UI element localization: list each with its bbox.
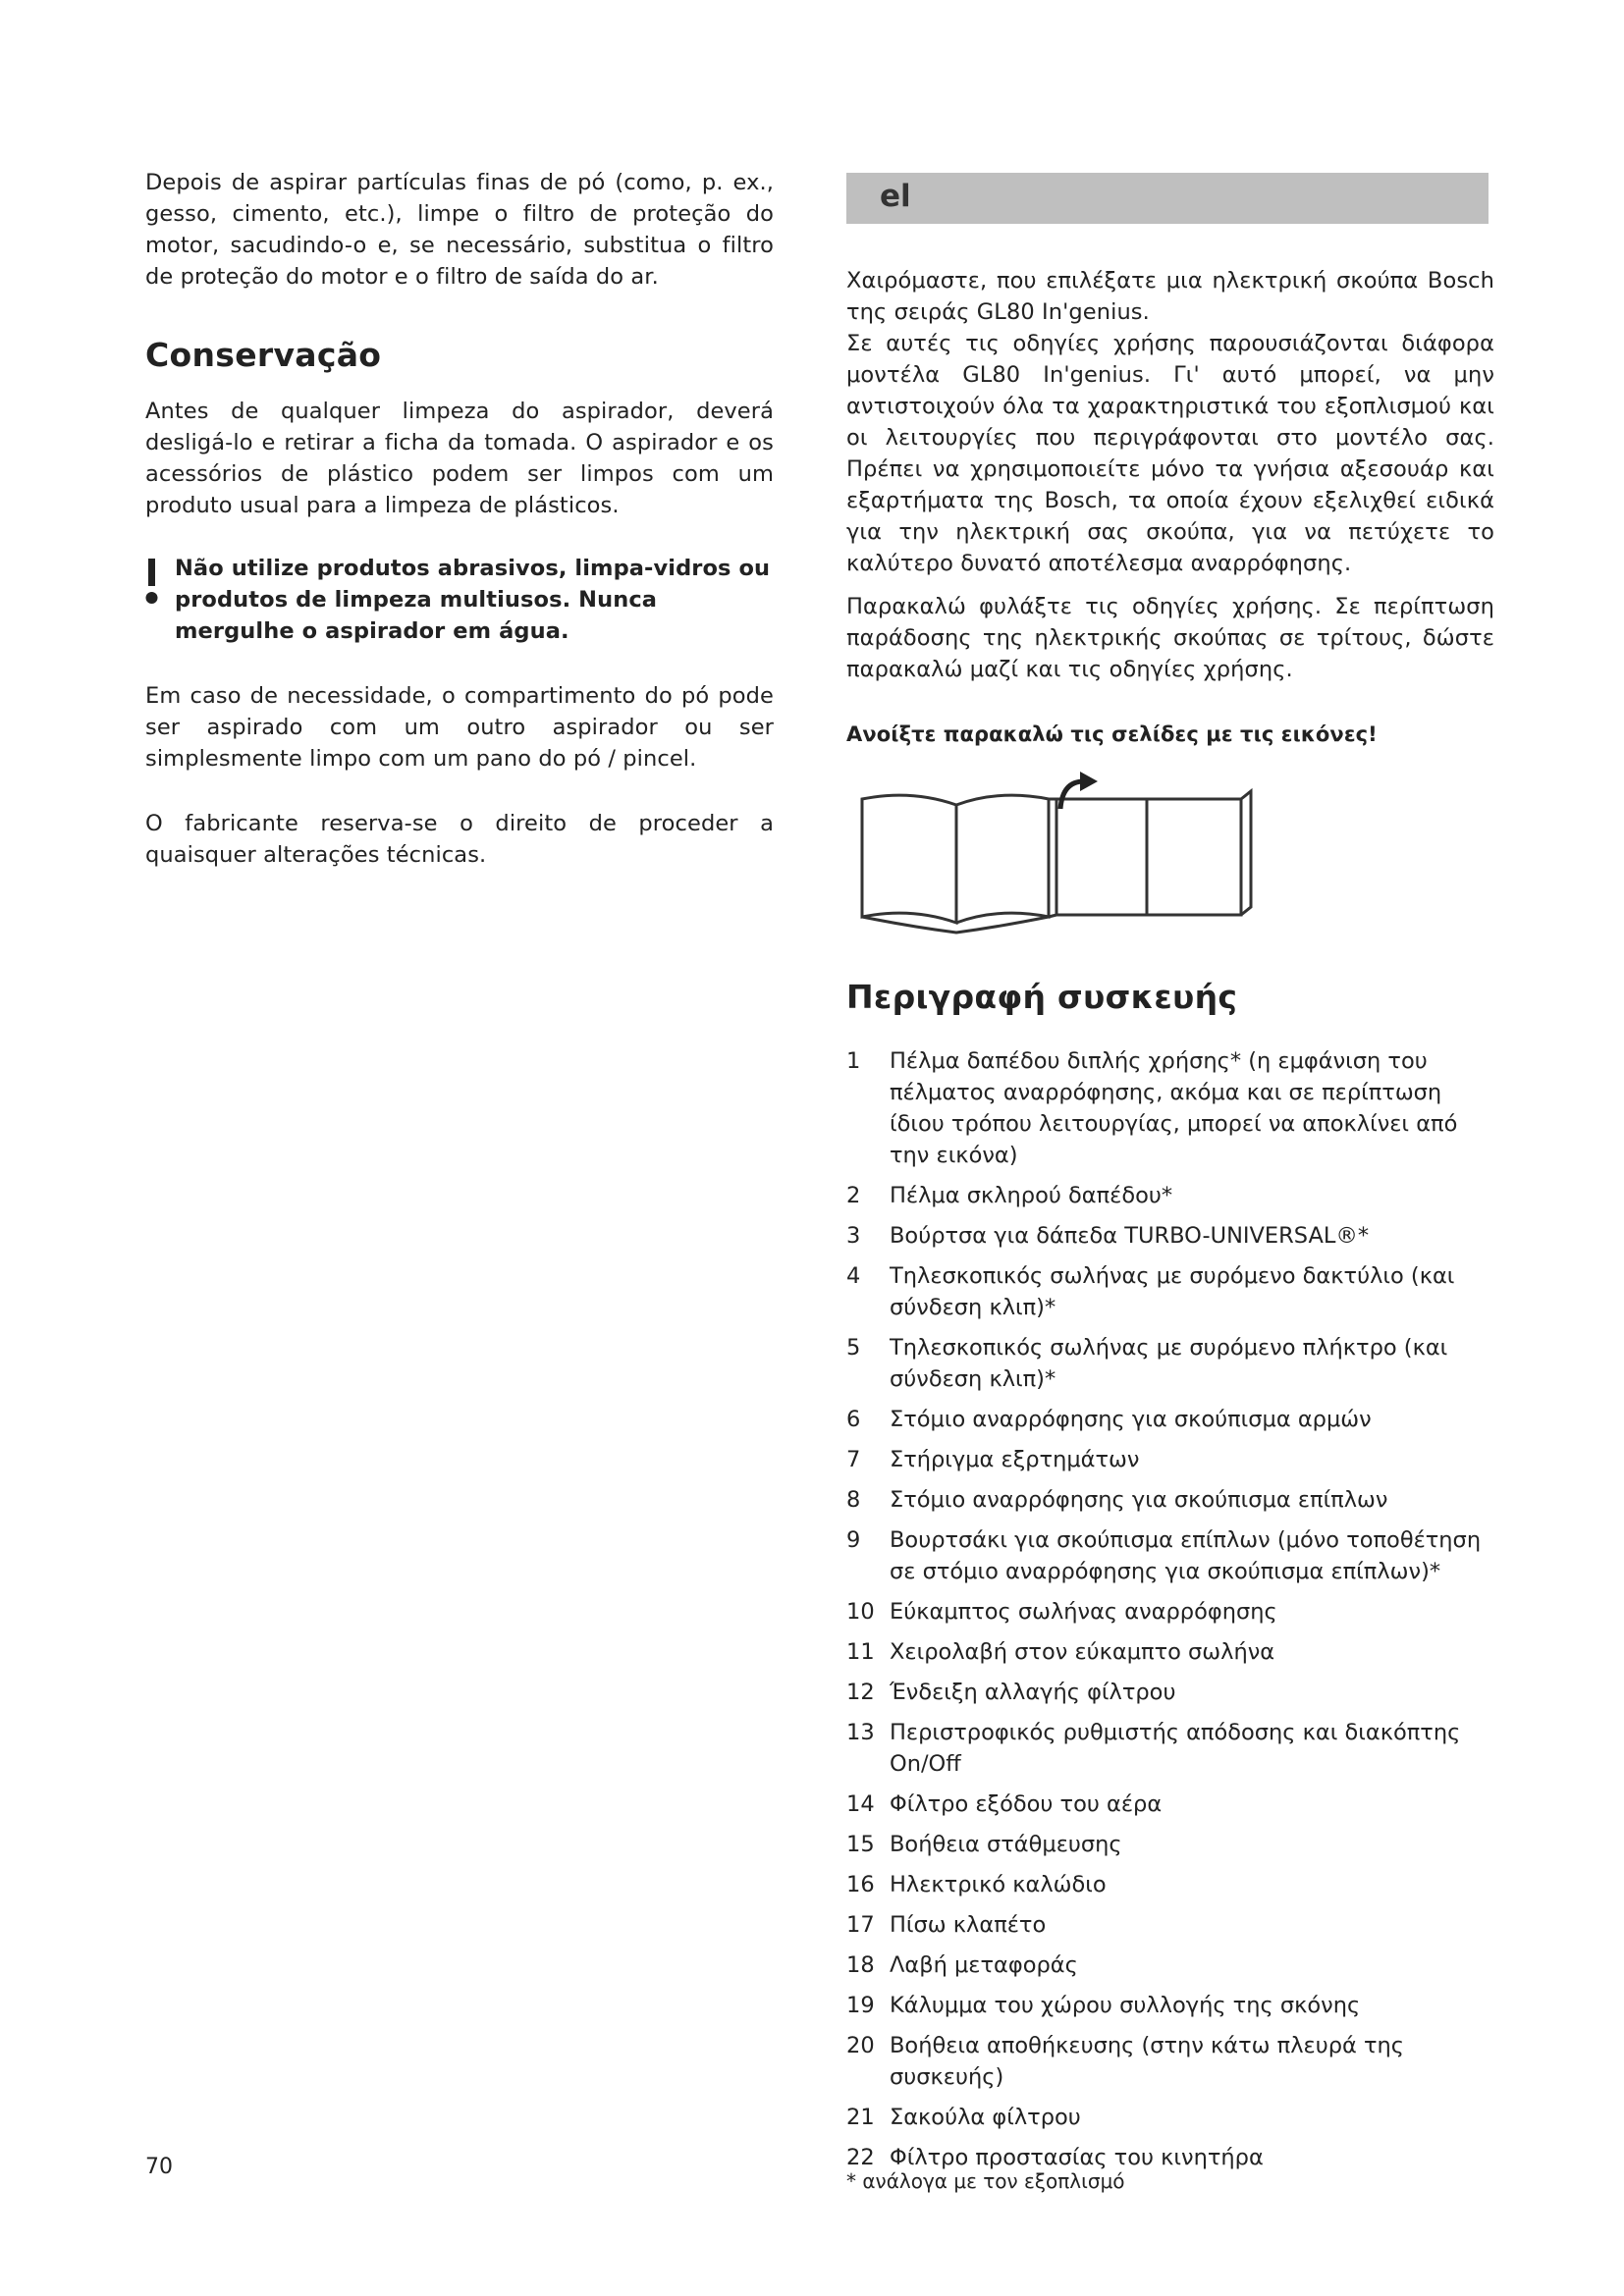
list-item-number: 6 bbox=[846, 1407, 861, 1432]
intro-paragraph: Depois de aspirar partículas finas de pó (como, p. ex., gesso, cimento, etc.), limpe o filtro de proteção do motor, sacudindo-o e, se necessário, substitua o filtro de proteção do motor e o filtro de saída do ar. bbox=[145, 170, 774, 290]
language-bar bbox=[846, 173, 1489, 224]
list-item bbox=[846, 2102, 1494, 2133]
open-pages-note: Ανοίξτε παρακαλώ τις σελίδες με τις εικόνες! bbox=[846, 722, 1378, 746]
language-code: el bbox=[880, 179, 911, 214]
list-item bbox=[846, 1180, 1494, 1211]
list-item-number: 1 bbox=[846, 1048, 861, 1074]
list-item-text: Κάλυμμα του χώρου συλλογής της σκόνης bbox=[890, 1993, 1361, 2018]
list-item-number: 5 bbox=[846, 1335, 861, 1361]
list-item bbox=[846, 1404, 1494, 1435]
list-item-text: Στόμιο αναρρόφησης για σκούπισμα επίπλων bbox=[890, 1487, 1388, 1513]
list-item-text: Φίλτρο προστασίας του κινητήρα bbox=[890, 2145, 1264, 2170]
models-paragraph: Σε αυτές τις οδηγίες χρήσης παρουσιάζονται διάφορα μοντέλα GL80 In'genius. Γι' αυτό μπορεί, να μην αντιστοιχούν όλα τα χαρακτηριστικά του εξοπλισμού και οι λειτουργίες που περιγράφονται στο μοντέλο σας. Πρέπει να χρησιμοποιείτε μόνο τα γνήσια αξεσουάρ και εξαρτήματα της Bosch, τα οποία έχουν εξελιχθεί ειδικά για την ηλεκτρική σας σκούπα, για να πετύχετε το καλύτερο δυνατό αποτέλεσμα αναρρόφησης. bbox=[846, 331, 1494, 576]
list-item bbox=[846, 1220, 1494, 1252]
list-item bbox=[846, 1990, 1494, 2021]
right-column bbox=[846, 265, 1494, 2194]
list-item-text: Ένδειξη αλλαγής φίλτρου bbox=[890, 1680, 1176, 1705]
list-item-number: 14 bbox=[846, 1791, 875, 1817]
list-item bbox=[846, 1717, 1494, 1780]
welcome-paragraph: Χαιρόμαστε, που επιλέξατε μια ηλεκτρική σκούπα Bosch της σειράς GL80 In'genius. bbox=[846, 268, 1494, 325]
manufacturer-paragraph: O fabricante reserva-se o direito de proceder a quaisquer alterações técnicas. bbox=[145, 811, 774, 868]
list-item-text: Περιστροφικός ρυθμιστής απόδοσης και διακόπτης On/Off bbox=[890, 1720, 1461, 1777]
list-item bbox=[846, 2142, 1494, 2173]
list-item-text: Στήριγμα εξρτημάτων bbox=[890, 1447, 1140, 1472]
list-item-text: Λαβή μεταφοράς bbox=[890, 1952, 1078, 1978]
list-item bbox=[846, 1484, 1494, 1516]
list-item-text: Στόμιο αναρρόφησης για σκούπισμα αρμών bbox=[890, 1407, 1372, 1432]
list-item bbox=[846, 1260, 1494, 1323]
list-item bbox=[846, 1949, 1494, 1981]
list-item-number: 20 bbox=[846, 2033, 875, 2058]
list-item-number: 11 bbox=[846, 1639, 875, 1665]
keep-paragraph: Παρακαλώ φυλάξτε τις οδηγίες χρήσης. Σε περίπτωση παράδοσης της ηλεκτρικής σκούπας σε τρίτους, δώστε παρακαλώ μαζί και τις οδηγίες χρήσης. bbox=[846, 594, 1494, 682]
list-item-number: 4 bbox=[846, 1263, 861, 1289]
list-item-number: 19 bbox=[846, 1993, 875, 2018]
list-item-number: 17 bbox=[846, 1912, 875, 1938]
list-item-number: 21 bbox=[846, 2105, 875, 2130]
list-item bbox=[846, 1596, 1494, 1628]
list-item-number: 3 bbox=[846, 1223, 861, 1249]
list-item bbox=[846, 1444, 1494, 1475]
list-item bbox=[846, 1789, 1494, 1820]
turn-page-arrow-icon bbox=[1060, 772, 1098, 809]
list-item-text: Βοήθεια αποθήκευσης (στην κάτω πλευρά της συσκευής) bbox=[890, 2033, 1404, 2090]
warning-block bbox=[145, 553, 774, 647]
list-item-number: 8 bbox=[846, 1487, 861, 1513]
heading-conservacao: Conservação bbox=[145, 336, 382, 374]
list-item bbox=[846, 1524, 1494, 1587]
compartment-paragraph: Em caso de necessidade, o compartimento do pó pode ser aspirado com um outro aspirador ou ser simplesmente limpo com um pano do pó / pincel. bbox=[145, 683, 774, 772]
page-number: 70 bbox=[145, 2155, 173, 2179]
open-pages-illustration bbox=[852, 770, 1265, 936]
parts-list bbox=[846, 1045, 1494, 2173]
list-item-number: 9 bbox=[846, 1527, 861, 1553]
list-item bbox=[846, 1829, 1494, 1860]
list-item-number: 16 bbox=[846, 1872, 875, 1897]
list-item-text: Βουρτσάκι για σκούπισμα επίπλων (μόνο τοποθέτηση σε στόμιο αναρρόφησης για σκούπισμα επίπλων)* bbox=[890, 1527, 1482, 1584]
list-item-number: 13 bbox=[846, 1720, 875, 1745]
list-item bbox=[846, 1636, 1494, 1668]
footnote: * ανάλογα με τον εξοπλισμό bbox=[846, 2169, 1125, 2193]
exclamation-icon bbox=[145, 559, 159, 610]
list-item-text: Πίσω κλαπέτο bbox=[890, 1912, 1047, 1938]
list-item bbox=[846, 1677, 1494, 1708]
list-item-text: Σακούλα φίλτρου bbox=[890, 2105, 1081, 2130]
list-item-text: Τηλεσκοπικός σωλήνας με συρόμενο δακτύλιο (και σύνδεση κλιπ)* bbox=[890, 1263, 1455, 1320]
list-item-text: Τηλεσκοπικός σωλήνας με συρόμενο πλήκτρο (και σύνδεση κλιπ)* bbox=[890, 1335, 1448, 1392]
list-item-number: 22 bbox=[846, 2145, 875, 2170]
list-item bbox=[846, 1909, 1494, 1941]
list-item bbox=[846, 2030, 1494, 2093]
list-item-text: Πέλμα σκληρού δαπέδου* bbox=[890, 1183, 1173, 1208]
list-item-number: 18 bbox=[846, 1952, 875, 1978]
list-item-number: 7 bbox=[846, 1447, 861, 1472]
list-item-number: 10 bbox=[846, 1599, 875, 1625]
list-item-text: Βοήθεια στάθμευσης bbox=[890, 1832, 1122, 1857]
left-column bbox=[145, 167, 774, 871]
list-item bbox=[846, 1869, 1494, 1900]
list-item-text: Εύκαμπτος σωλήνας αναρρόφησης bbox=[890, 1599, 1277, 1625]
list-item bbox=[846, 1045, 1494, 1171]
list-item-number: 15 bbox=[846, 1832, 875, 1857]
list-item-text: Βούρτσα για δάπεδα TURBO-UNIVERSAL®* bbox=[890, 1223, 1370, 1249]
heading-device-description: Περιγραφή συσκευής bbox=[846, 978, 1238, 1016]
list-item-text: Φίλτρο εξόδου του αέρα bbox=[890, 1791, 1163, 1817]
list-item bbox=[846, 1332, 1494, 1395]
list-item-number: 2 bbox=[846, 1183, 861, 1208]
list-item-text: Ηλεκτρικό καλώδιο bbox=[890, 1872, 1107, 1897]
list-item-number: 12 bbox=[846, 1680, 875, 1705]
list-item-text: Πέλμα δαπέδου διπλής χρήσης* (η εμφάνιση του πέλματος αναρρόφησης, ακόμα και σε περίπτωση ίδιου τρόπου λειτουργίας, μπορεί να αποκλίνει από την εικόνα) bbox=[890, 1048, 1458, 1168]
warning-text: Não utilize produtos abrasivos, limpa-vidros ou produtos de limpeza multiusos. Nunca mergulhe o aspirador em água. bbox=[175, 556, 771, 644]
list-item-text: Χειρολαβή στον εύκαμπτο σωλήνα bbox=[890, 1639, 1275, 1665]
care-paragraph: Antes de qualquer limpeza do aspirador, deverá desligá-lo e retirar a ficha da tomada. O aspirador e os acessórios de plástico podem ser limpos com um produto usual para a limpeza de plásticos. bbox=[145, 399, 774, 518]
